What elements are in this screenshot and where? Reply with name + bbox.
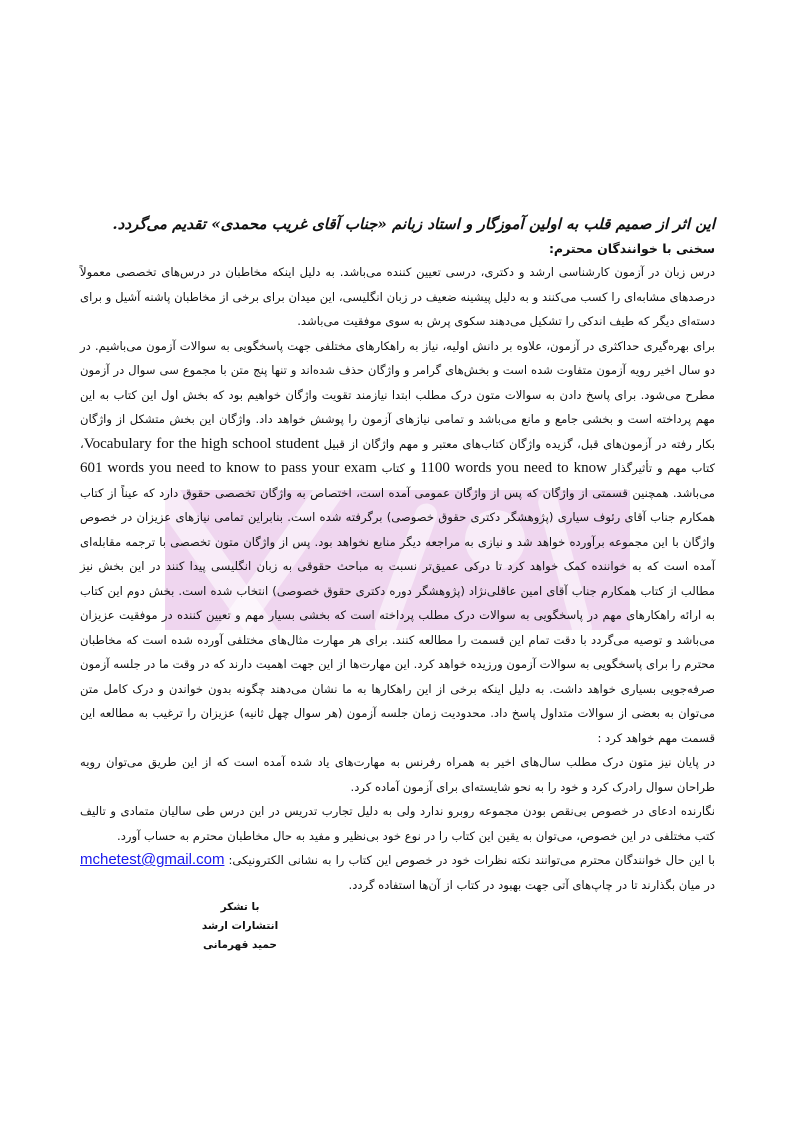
signature-thanks: با تشکر xyxy=(220,901,260,913)
book-title-601-words: 601 words you need to know to pass your exam xyxy=(80,460,377,476)
paragraph-5-part-2: در میان بگذارند تا در چاپ‌های آتی جهت بهبود در کتاب از آن‌ها استفاده گردد. xyxy=(348,877,715,892)
contact-email-link[interactable]: mchetest@gmail.com xyxy=(80,851,225,868)
paragraph-2 xyxy=(80,334,715,751)
signature-author: حمید قهرمانی xyxy=(203,939,277,951)
paragraph-4: نگارنده ادعای در خصوص بی‌نقص بودن مجموعه روبرو ندارد ولی به دلیل تجارب تدریس در این درس طی سالیان متمادی و تالیف کتب مختلفی در این خصوص، می‌توان به یقین این کتاب را در نوع خود بی‌نظیر و مفید به حال مخاطبان محترم به حساب آورد. xyxy=(80,804,715,843)
paragraph-2-part-1: برای بهره‌گیری حداکثری در آزمون، علاوه بر دانش اولیه، نیاز به راهکارهای مختلفی جهت پاسخگویی به سوالات آزمون می‌باشیم. در دو سال اخیر رویه آزمون متفاوت شده است و بخش‌های گرامر و واژگان حذف شده‌اند و تنها پنج متن با مجموع سی سوال در آزمون مطرح می‌شود. برای پاسخ دادن به سوالات متون درک مطلب ابتدا نیازمند تقویت واژگان خواهیم بود که بخش اول این کتاب به این مهم پرداخته است و بخشی جامع و مانع می‌باشد و تمامی نیازهای آزمون را پوشش خواهد داد. واژگان این بخش متشکل از واژگان بکار رفته در آزمون‌های قبل، گزیده واژگان کتاب‌های معتبر و مهم واژگان از قبیل xyxy=(80,338,715,451)
paragraph-2-part-4: می‌باشد. همچنین قسمتی از واژگان که پس از واژگان عمومی آمده است، اختصاص به واژگان تخصصی حقوق دارد که عیناً از کتاب همکارم جناب آقای رئوف سیاری (پژوهشگر دکتری حقوق خصوصی) برگرفته شده است. بنابراین تمامی نیازهای عزیزان در خصوص واژگان با این مجموعه برآورده خواهد شد و نیازی به مراجعه دیگر منابع نخواهد بود. پس از واژگان متون تخصصی با ترجمه مقابله‌ای آمده است که به خواننده کمک خواهد کرد تا درکی عمیق‌تر نسبت به مباحث حقوقی به زبان انگلیسی پیدا کنند در این بخش نیز مطالب از کتاب همکارم جناب آقای امین عاقلی‌نژاد (پژوهشگر دوره دکتری حقوق خصوصی) انتخاب شده است. بخش دوم این کتاب به ارائه راهکارهای مهم در پاسخگویی به سوالات درک مطلب پرداخته است که بخشی بسیار مهم و تعیین کننده در موفقیت عزیزان می‌باشد و توصیه می‌گردد با دقت تمام این قسمت را مطالعه کنند. برای هر مهارت مثال‌های مختلفی آورده شده است که مخاطبان محترم را برای پاسخگویی به سوالات آزمون ورزیده خواهد کرد. این مهارت‌ها از این جهت اهمیت دارند که در وقت ما در جلسه آزمون صرفه‌جویی بسیاری خواهد داشت. به دلیل اینکه برخی از این راهکارها به ما نشان می‌دهند چگونه بدون خواندن و درک کامل متن می‌توان به بعضی از سوالات متداول پاسخ داد. محدودیت زمان جلسه آزمون (هر سوال چهل ثانیه) عزیزان را ترغیب به مطالعه این قسمت مهم خواهد کرد : xyxy=(80,485,715,745)
preface-heading: سخنی با خوانندگان محترم: xyxy=(548,241,715,256)
book-title-vocabulary: Vocabulary for the high school student xyxy=(83,435,320,452)
paragraph-5-part-1: با این حال خوانندگان محترم می‌توانند نکته نظرات خود در خصوص این کتاب را به نشانی الکترونیکی: xyxy=(228,853,715,867)
paragraph-3: در پایان نیز متون درک مطلب سال‌های اخیر به همراه رفرنس به مهارت‌های یاد شده آمده است که از این طریق می‌توان رویه طراحان سوال رادرک کرد و خود را به نحو شایسته‌ای برای آزمون آماده کرد. xyxy=(80,755,715,794)
dedication-line: این اثر از صمیم قلب به اولین آموزگار و استاد زبانم «جناب آقای غریب محمدی» تقدیم می‌گردد. xyxy=(112,215,715,233)
paragraph-1: درس زبان در آزمون کارشناسی ارشد و دکتری، درسی تعیین کننده می‌باشد. به دلیل اینکه مخاطبان در درس‌های تخصصی معمولاً درصدهای مشابه‌ای را کسب می‌کنند و به دلیل پیشینه ضعیف در زبان انگلیسی، این میدان برای برخی از مخاطبان پاشنه آشیل و برای دسته‌ای دیگر که طیف اندکی را تشکیل می‌دهند سکوی پرش به سوی موفقیت می‌باشد. xyxy=(80,265,715,328)
paragraph-5 xyxy=(80,848,715,897)
paragraph-2-part-2: ، کتاب مهم و تأثیرگذار xyxy=(80,436,715,475)
book-title-1100-words: 1100 words you need to know xyxy=(420,460,607,476)
paragraph-2-part-3: و کتاب xyxy=(381,461,416,475)
preface-content xyxy=(80,212,715,897)
signature-publisher: انتشارات ارشد xyxy=(201,920,279,932)
signature-block xyxy=(150,898,330,955)
